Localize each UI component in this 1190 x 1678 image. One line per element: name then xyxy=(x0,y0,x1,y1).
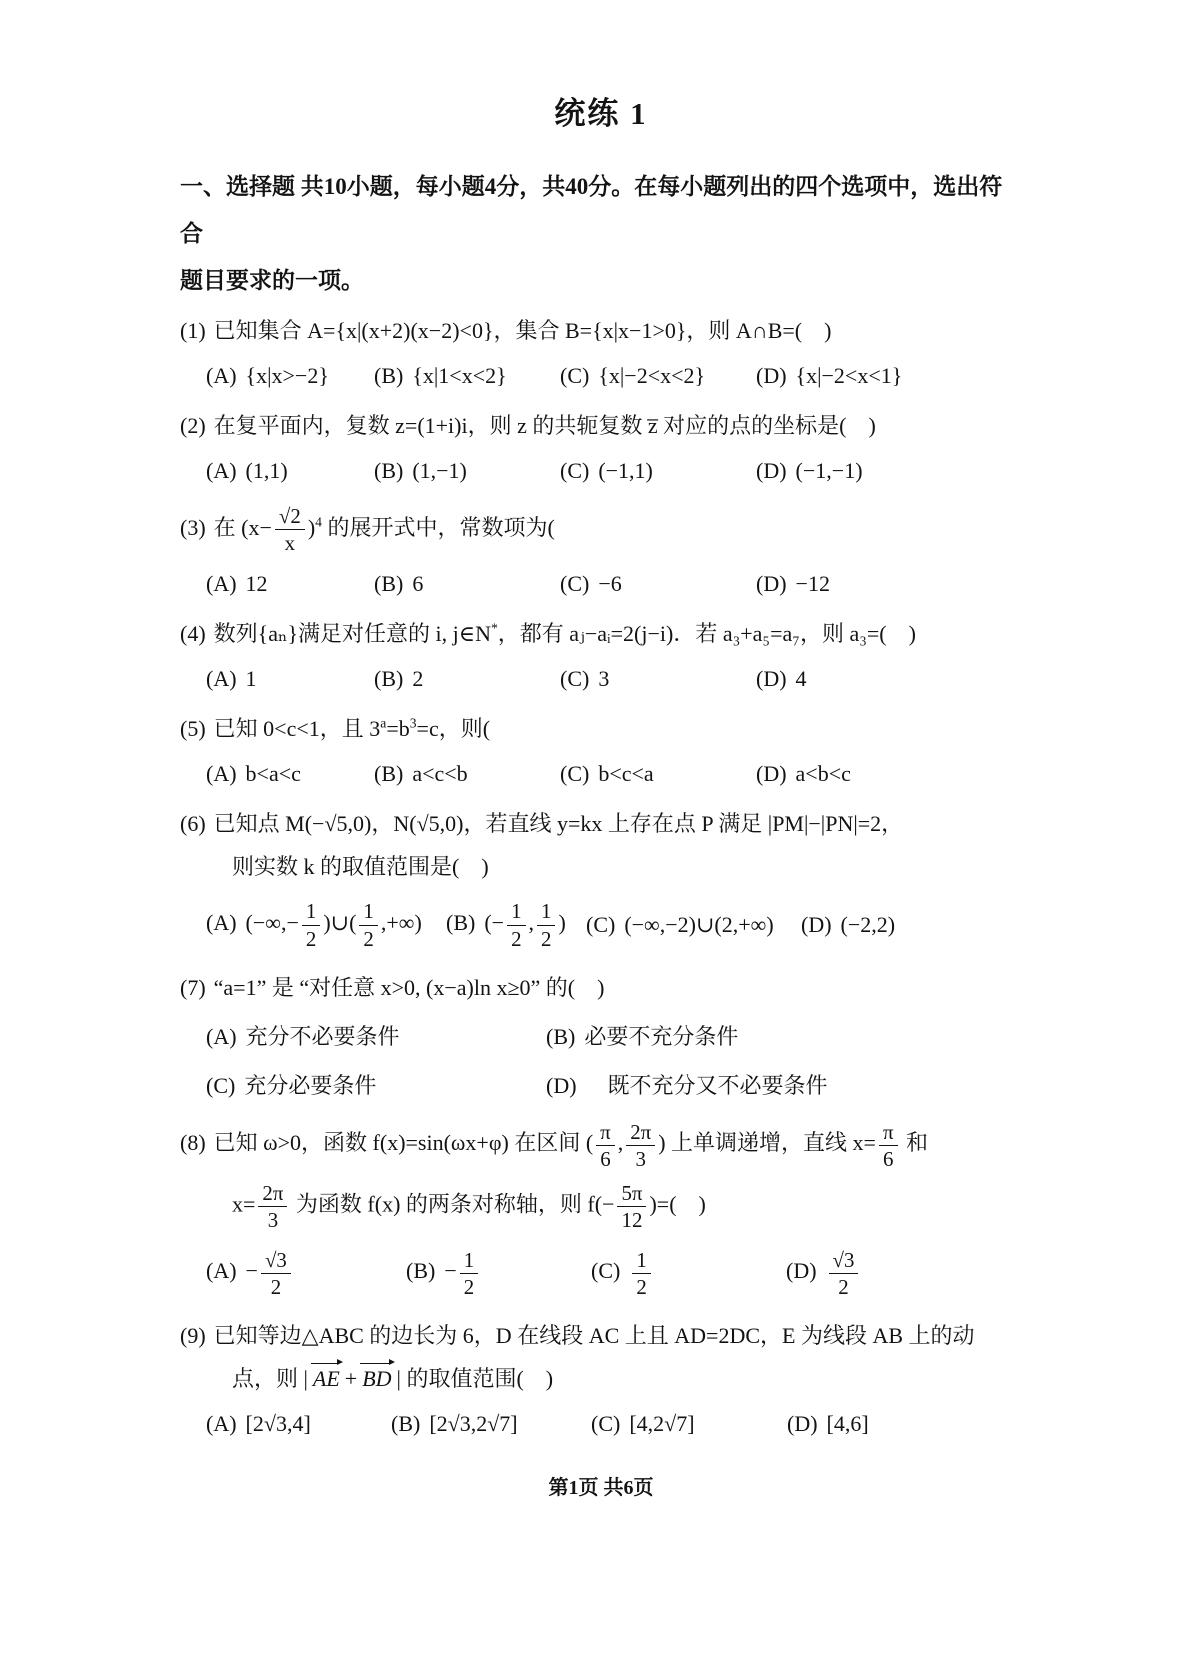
question-3-option-a xyxy=(206,571,374,597)
option-content: (1,−1) xyxy=(412,458,467,484)
question-9-option-a xyxy=(206,1411,391,1437)
question-2-options xyxy=(180,458,1022,484)
question-9-text: 已知等边△ABC 的边长为 6，D 在线段 AC 上且 AD=2DC，E 为线段 AB 上的动 xyxy=(213,1322,975,1348)
question-7-option-a xyxy=(206,1020,546,1051)
option-label: (C) xyxy=(591,1258,621,1284)
question-6-option-c xyxy=(586,912,801,938)
option-label: (D) xyxy=(787,1410,818,1436)
option-content: (−2,2) xyxy=(840,912,896,938)
question-7-number: (7) xyxy=(180,974,206,1000)
question-3-option-b xyxy=(374,571,560,597)
question-6-option-a xyxy=(206,899,446,950)
option-content: a<b<c xyxy=(795,761,851,787)
question-7-stem xyxy=(180,971,1022,1004)
question-2 xyxy=(180,409,1022,484)
option-content: (1,1) xyxy=(245,458,288,484)
question-3-number: (3) xyxy=(180,515,206,540)
question-9-option-c xyxy=(591,1411,787,1437)
question-3-text: 在 (x− $\frac{√2}{x}$ )$^4$ 的展开式中，常数项为( xyxy=(213,504,555,556)
question-9 xyxy=(180,1319,1022,1437)
section-header xyxy=(180,163,1022,304)
question-2-option-d xyxy=(756,458,1022,484)
question-6-stem xyxy=(180,807,1022,840)
question-3 xyxy=(180,504,1022,597)
option-content: − $\frac{√3}{2}$ xyxy=(246,1258,294,1283)
page-title: 统练 1 xyxy=(554,96,648,131)
question-9-option-b xyxy=(391,1411,591,1437)
question-8-text: 已知 ω>0，函数 f(x)=sin(ωx+φ) 在区间 ( $\frac{\pi}{6}$ , $\frac{2\pi}{3}$ ) 上单调递增，直线 x= $\frac{\pi}{6}$ 和 xyxy=(213,1119,929,1171)
question-5-option-b xyxy=(374,761,560,787)
question-2-stem xyxy=(180,409,1022,442)
option-label: (C) xyxy=(560,458,590,484)
question-4-stem xyxy=(180,617,1022,650)
question-4-option-b xyxy=(374,666,560,692)
question-3-option-d xyxy=(756,571,1022,597)
option-content: (−∞,−2)∪(2,+∞) xyxy=(624,912,774,938)
question-8-stem xyxy=(180,1120,1022,1171)
option-content: {x|1<x<2} xyxy=(412,363,507,389)
option-content: 4 xyxy=(795,666,807,692)
option-content: b<a<c xyxy=(245,761,301,787)
question-4-option-c xyxy=(560,666,756,692)
question-1-number: (1) xyxy=(180,318,206,344)
question-3-stem xyxy=(180,504,1022,555)
option-content: 充分不必要条件 xyxy=(245,1023,400,1049)
question-4-option-a xyxy=(206,666,374,692)
option-content: b<c<a xyxy=(598,761,654,787)
question-3-option-c xyxy=(560,571,756,597)
question-8-stem-line2: x= $\frac{2\pi}{3}$ 为函数 f(x) 的两条对称轴，则 f(− $\frac{5\pi}{12}$ )=( ) xyxy=(232,1180,706,1232)
question-9-option-d xyxy=(787,1411,1022,1437)
option-label: (A) xyxy=(206,761,237,787)
question-5-text: 已知 0<c<1，且 $3^a=b^3=c$，则( xyxy=(213,716,491,742)
question-1-option-d xyxy=(756,363,1022,389)
question-5-option-d xyxy=(756,761,1022,787)
question-8-option-d xyxy=(786,1248,1022,1299)
question-7 xyxy=(180,971,1022,1100)
question-8-option-c xyxy=(591,1248,786,1299)
option-label: (B) xyxy=(374,761,404,787)
question-1-option-b xyxy=(374,363,560,389)
question-6-option-d xyxy=(801,912,1022,938)
question-3-options xyxy=(180,571,1022,597)
option-label: (A) xyxy=(206,1258,237,1284)
option-content: −12 xyxy=(795,571,830,597)
option-label: (D) xyxy=(801,912,832,938)
option-content: (−1,−1) xyxy=(795,458,863,484)
option-label: (B) xyxy=(546,1023,576,1049)
question-4-number: (4) xyxy=(180,621,206,647)
option-label: (B) xyxy=(374,458,404,484)
option-content: {x|x>−2} xyxy=(245,363,329,389)
question-5-stem xyxy=(180,712,1022,745)
option-content: 1 xyxy=(245,666,257,692)
option-label: (D) xyxy=(756,458,787,484)
question-6-option-b xyxy=(446,899,586,950)
question-4-options xyxy=(180,666,1022,692)
question-7-option-b xyxy=(546,1020,1022,1051)
option-label: (C) xyxy=(586,912,616,938)
option-label: (A) xyxy=(206,910,237,936)
option-content: a<c<b xyxy=(412,761,468,787)
question-6-text: 已知点 M(−√5,0)，N(√5,0)，若直线 y=kx 上存在点 P 满足 |PM|−|PN|=2， xyxy=(213,811,904,837)
question-5-number: (5) xyxy=(180,716,206,742)
option-content: 充分必要条件 xyxy=(244,1072,377,1098)
option-label: (A) xyxy=(206,1023,237,1049)
question-1-options xyxy=(180,363,1022,389)
option-content: 3 xyxy=(598,666,610,692)
option-content: (− $\frac{1}{2}$ , $\frac{1}{2}$ ) xyxy=(484,899,566,951)
question-7-option-c xyxy=(206,1069,546,1100)
option-content: −6 xyxy=(598,571,622,597)
question-8 xyxy=(180,1120,1022,1299)
option-content: (−1,1) xyxy=(598,458,653,484)
question-8-number: (8) xyxy=(180,1130,206,1156)
question-1-text: 已知集合 A={x|(x+2)(x−2)<0}，集合 B={x|x−1>0}，则 A∩B=( ) xyxy=(213,318,832,344)
option-content: 12 xyxy=(245,571,268,597)
option-content: (−∞,− $\frac{1}{2}$ )∪( $\frac{1}{2}$ ,+∞) xyxy=(245,899,422,951)
option-label: (B) xyxy=(374,666,404,692)
option-content: [4,6] xyxy=(826,1410,869,1436)
option-label: (C) xyxy=(560,571,590,597)
option-label: (A) xyxy=(206,458,237,484)
option-content: {x|−2<x<2} xyxy=(598,363,706,389)
option-label: (C) xyxy=(560,363,590,389)
question-4-text: 数列{aₙ}满足对任意的 i, j∈N*，都有 aⱼ−aᵢ=2(j−i)．若 a₃+a₅=a₇，则 a₃=( ) xyxy=(213,621,916,647)
question-4 xyxy=(180,617,1022,692)
question-6-number: (6) xyxy=(180,811,206,837)
question-8-option-a xyxy=(206,1248,406,1299)
section-header-line2: 题目要求的一项。 xyxy=(180,268,364,294)
question-2-option-b xyxy=(374,458,560,484)
question-8-options xyxy=(180,1248,1022,1299)
question-7-option-d xyxy=(546,1069,1022,1100)
option-label: (D) xyxy=(756,666,787,692)
option-label: (B) xyxy=(406,1258,436,1284)
question-9-options xyxy=(180,1411,1022,1437)
option-label: (D) xyxy=(786,1258,817,1284)
option-content: [2√3,4] xyxy=(245,1410,311,1436)
question-7-options xyxy=(180,1020,1022,1100)
option-content: − $\frac{1}{2}$ xyxy=(444,1258,481,1283)
option-content: 6 xyxy=(412,571,424,597)
option-label: (B) xyxy=(446,910,476,936)
option-content: $\frac{√3}{2}$ xyxy=(826,1258,862,1283)
question-2-option-a xyxy=(206,458,374,484)
option-label: (A) xyxy=(206,363,237,389)
question-1-stem xyxy=(180,314,1022,347)
question-1-option-c xyxy=(560,363,756,389)
option-content: 既不充分又不必要条件 xyxy=(585,1072,828,1098)
option-label: (A) xyxy=(206,571,237,597)
question-9-stem xyxy=(180,1319,1022,1352)
section-header-line1: 一、选择题 共10小题，每小题4分，共40分。在每小题列出的四个选项中，选出符合 xyxy=(180,174,1003,247)
question-2-number: (2) xyxy=(180,413,206,439)
question-5-options xyxy=(180,761,1022,787)
question-7-text: “a=1” 是 “对任意 x>0, (x−a)ln x≥0” 的( ) xyxy=(213,974,605,1000)
page-footer: 第1页 共6页 xyxy=(548,1476,654,1499)
option-content: [2√3,2√7] xyxy=(429,1410,518,1436)
option-content: $\frac{1}{2}$ xyxy=(629,1258,653,1283)
option-content: {x|−2<x<1} xyxy=(795,363,903,389)
option-label: (B) xyxy=(374,363,404,389)
option-label: (D) xyxy=(756,571,787,597)
question-8-option-b xyxy=(406,1248,591,1299)
question-1-option-a xyxy=(206,363,374,389)
option-label: (C) xyxy=(560,761,590,787)
option-label: (D) xyxy=(546,1072,577,1098)
option-label: (B) xyxy=(374,571,404,597)
question-1 xyxy=(180,314,1022,389)
question-2-text: 在复平面内，复数 z=(1+i)i，则 z 的共轭复数 z̅ 对应的点的坐标是( ) xyxy=(213,413,876,439)
option-label: (D) xyxy=(756,761,787,787)
question-6-options xyxy=(180,899,1022,950)
option-label: (C) xyxy=(591,1410,621,1436)
question-2-option-c xyxy=(560,458,756,484)
option-label: (C) xyxy=(206,1072,236,1098)
option-content: 必要不充分条件 xyxy=(584,1023,739,1049)
question-6-stem-line2: 则实数 k 的取值范围是( ) xyxy=(232,854,489,880)
option-label: (D) xyxy=(756,363,787,389)
option-content: [4,2√7] xyxy=(629,1410,695,1436)
option-label: (A) xyxy=(206,1410,237,1436)
question-9-stem-line2: 点，则 | AE + BD | 的取值范围( ) xyxy=(180,1362,1022,1395)
question-5 xyxy=(180,712,1022,787)
option-content: 2 xyxy=(412,666,424,692)
question-5-option-a xyxy=(206,761,374,787)
option-label: (A) xyxy=(206,666,237,692)
question-4-option-d xyxy=(756,666,1022,692)
option-label: (C) xyxy=(560,666,590,692)
question-5-option-c xyxy=(560,761,756,787)
option-label: (B) xyxy=(391,1410,421,1436)
question-9-number: (9) xyxy=(180,1322,206,1348)
question-6 xyxy=(180,807,1022,950)
